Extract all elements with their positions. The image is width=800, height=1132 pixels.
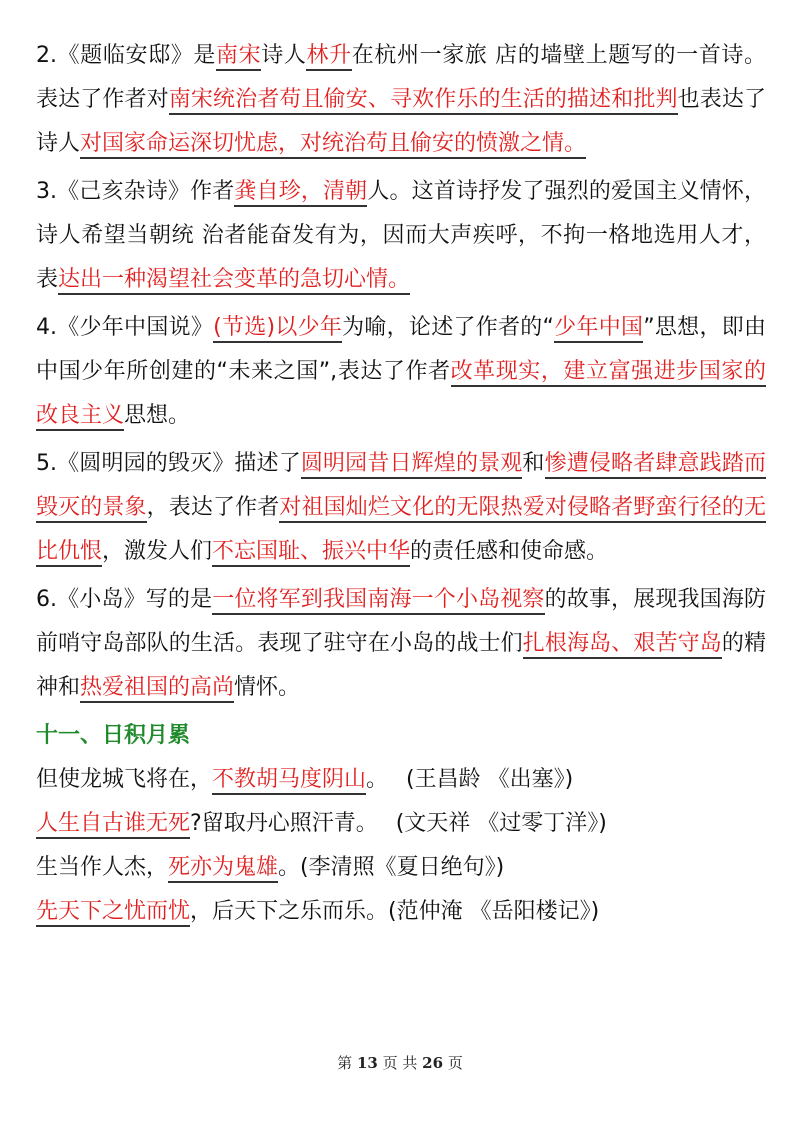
text-segment: 2.《题临安邸》是 (36, 43, 216, 68)
text-segment: 但使龙城飞将在， (36, 767, 213, 792)
answer-segment: 死亦为鬼雄 (168, 855, 278, 883)
answer-segment: 达出一种渴望社会变革的急切心情。 (58, 267, 410, 295)
answer-segment: 对国家命运深切忧虑，对统治苟且偷安的愤激之情。 (80, 131, 586, 159)
text-segment: 思想。 (124, 403, 191, 428)
question-3 (36, 170, 766, 302)
text-segment: 为喻，论述了作者的“ (342, 315, 554, 340)
text-segment: 的精神和 (36, 631, 766, 700)
total-page-number: 26 (422, 1054, 444, 1072)
answer-segment: 不教胡马度阴山 (212, 767, 366, 795)
text-segment: ，激发人们 (102, 539, 213, 564)
answer-segment: 一位将军到我国南海一个小岛视察 (212, 587, 544, 615)
question-5 (36, 442, 766, 574)
text-segment: 和 (522, 451, 545, 476)
text-segment: 。 (278, 855, 301, 880)
answer-segment: 南宋 (216, 43, 261, 71)
footer-suffix: 页 (447, 1054, 463, 1072)
page-footer (0, 1052, 800, 1073)
answer-segment: 改革现实，建立富强进步国家的改良主义 (36, 359, 766, 431)
text-segment: ?留取丹心照汗青。 (190, 811, 378, 836)
text-segment: ”思想，即由中国少年所创建的“未来之国”,表达了作者 (36, 315, 766, 384)
footer-middle: 页 共 (382, 1054, 418, 1072)
text-segment: 6.《小岛》写的是 (36, 587, 213, 612)
answer-segment: 林升 (306, 43, 351, 71)
poem-line (36, 802, 766, 846)
text-segment: 生当作人杰， (36, 855, 169, 880)
answer-segment: 先天下之忧而忧 (36, 899, 190, 927)
answer-segment: 龚自珍，清朝 (234, 179, 367, 207)
question-2 (36, 34, 766, 166)
text-segment: 。 (366, 767, 389, 792)
answer-segment: (节选)以少年 (213, 315, 342, 343)
document-page (36, 34, 766, 934)
poem-source: (范仲淹 《岳阳楼记》) (388, 899, 600, 924)
text-segment: 的责任感和使命感。 (410, 539, 609, 564)
answer-segment: 南宋统治者苟且偷安、寻欢作乐的生活的描述和批判 (169, 87, 678, 115)
answer-segment: 圆明园昔日辉煌的景观 (301, 451, 523, 479)
text-segment: 也表达了诗人 (36, 87, 766, 156)
text-segment: 人。这首诗抒发了强烈的爱国主义情怀，诗人希望当朝统 治者能奋发有为，因而大声疾呼，不拘一格地选用人才，表 (36, 179, 766, 292)
answer-segment: 不忘国耻、振兴中华 (212, 539, 410, 567)
question-6 (36, 578, 766, 710)
poem-line (36, 758, 766, 802)
poem-line (36, 846, 766, 890)
answer-segment: 对祖国灿烂文化的无限热爱对侵略者野蛮行径的无比仇恨 (36, 495, 766, 567)
answer-segment: 人生自古谁无死 (36, 811, 190, 839)
answer-segment: 扎根海岛、艰苦守岛 (523, 631, 722, 659)
answer-segment: 惨遭侵略者肆意践踏而毁灭的景象 (36, 451, 766, 523)
poem-source: (文天祥 《过零丁洋》) (395, 811, 607, 836)
text-segment: 5.《圆明园的毁灭》描述了 (36, 451, 301, 476)
text-segment: ，表达了作者 (146, 495, 280, 520)
answer-segment: 热爱祖国的高尚 (80, 675, 234, 703)
section-heading: 十一、日积月累 (36, 723, 191, 748)
current-page-number: 13 (356, 1054, 378, 1072)
text-segment: 在杭州一家旅 店的墙壁上题写的一首诗。表达了作者对 (36, 43, 766, 112)
text-segment: 诗人 (261, 43, 307, 68)
text-segment: 情怀。 (234, 675, 301, 700)
text-segment: ，后天下之乐而乐。 (190, 899, 389, 924)
footer-prefix: 第 (337, 1054, 353, 1072)
poem-line (36, 890, 766, 934)
poem-source: (李清照《夏日绝句》) (300, 855, 505, 880)
poem-source: (王昌龄 《出塞》) (406, 767, 574, 792)
text-segment: 的故事，展现我国海防前哨守岛部队的生活。表现了驻守在小岛的战士们 (36, 587, 766, 656)
answer-segment: 少年中国 (554, 315, 643, 343)
text-segment: 3.《己亥杂诗》作者 (36, 179, 235, 204)
question-4 (36, 306, 766, 438)
text-segment: 4.《少年中国说》 (36, 315, 214, 340)
